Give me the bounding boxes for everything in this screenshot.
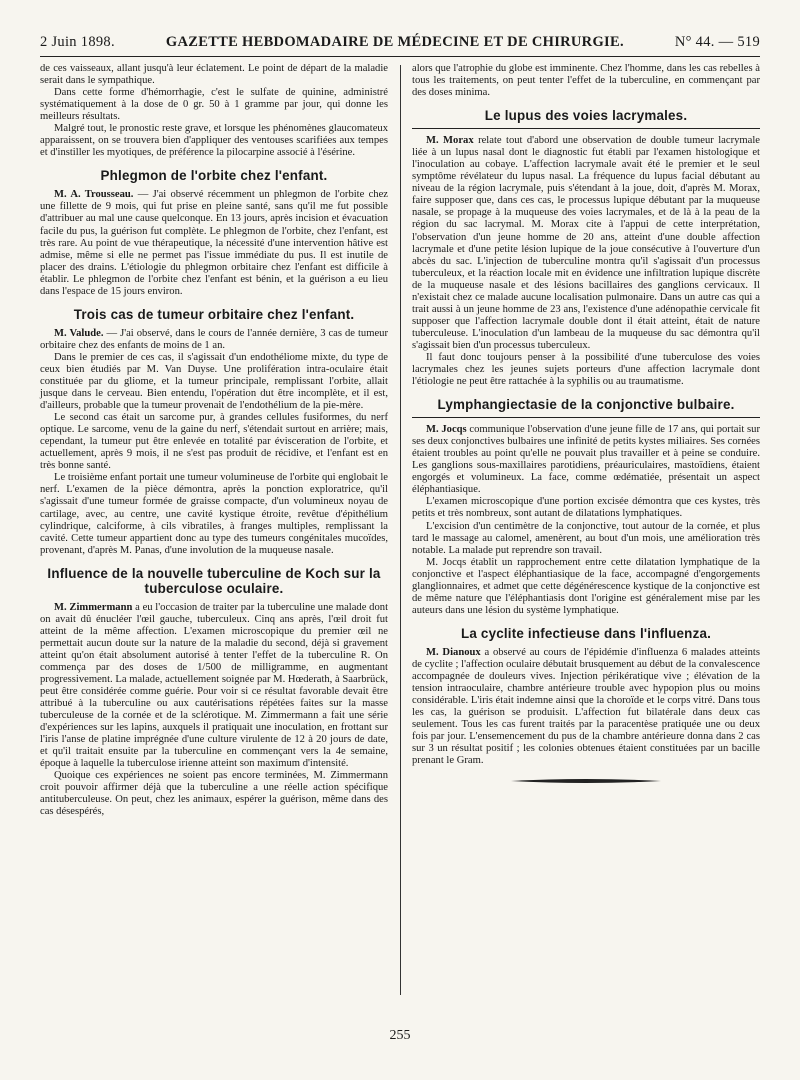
paragraph: Dans cette forme d'hémorrhagie, c'est le sulfate de quinine, administré systématiquement à la dose de 0 gr. 50 à 1 gramme par jour, qui donne les meilleurs résultats. bbox=[40, 87, 388, 123]
section-text: communique l'observation d'une jeune fille de 17 ans, qui portait sur ses deux conjonctives bulbaires une infinité de petits kystes miliaires. Ses cornées étaient troubles au point qu'elle ne pouvait plus travailler et à peine se conduire. Les ganglions sous-maxillaires parotidiens, préauriculaires, mastoïdiens, étaient engorgés et volumineux. La face, comme œdématiée, présentait un aspect éléphantiasique. bbox=[412, 424, 760, 496]
section-paragraph bbox=[40, 328, 388, 352]
section-heading: Le lupus des voies lacrymales. bbox=[412, 108, 760, 129]
author-name: M. Dianoux bbox=[426, 646, 481, 658]
paragraph: alors que l'atrophie du globe est imminente. Chez l'homme, dans les cas rebelles à tous les traitements, on peut tenter l'effet de la tuberculine, en commençant par des doses minima. bbox=[412, 63, 760, 99]
journal-title: GAZETTE HEBDOMADAIRE DE MÉDECINE ET DE CHIRURGIE. bbox=[165, 34, 624, 50]
right-column bbox=[412, 63, 760, 995]
paragraph: Le second cas était un sarcome pur, à grandes cellules fusiformes, du nerf optique. Le sarcome, venu de la gaine du nerf, s'étendait surtout en arrière; mais, cependant, la tumeur put être enlevée en totalité par évisceration de l'orbite, et actuellement, après 9 mois, il ne s'est pas produit de récidive, et l'enfant est en très bonne santé. bbox=[40, 412, 388, 472]
paragraph: Il faut donc toujours penser à la possibilité d'une tuberculose des voies lacrymales chez les jeunes sujets porteurs d'une affection lacrymale dont l'étiologie ne peut être rattachée à la syphilis ou au traumatisme. bbox=[412, 351, 760, 388]
section-paragraph bbox=[412, 135, 760, 352]
section-heading: Trois cas de tumeur orbitaire chez l'enfant. bbox=[73, 306, 355, 322]
paragraph: L'examen microscopique d'une portion excisée démontra que ces kystes, très petits et très nombreux, sont autant de dilatations lymphatiques. bbox=[412, 496, 760, 520]
author-name: M. Valude. bbox=[54, 327, 104, 339]
author-name: M. Zimmermann bbox=[54, 601, 133, 613]
paragraph: Malgré tout, le pronostic reste grave, et lorsque les phénomènes glaucomateux apparaissent, on se trouvera bien d'appliquer des ventouses scarifiées aux tempes et d'instiller les myotiques, de préférence la pilocarpine associé à l'ésérine. bbox=[40, 123, 388, 159]
header-date: 2 Juin 1898. bbox=[40, 34, 115, 50]
section-text: — J'ai observé, dans le cours de l'année dernière, 3 cas de tumeur orbitaire chez des enfants de moins de 1 an. bbox=[40, 327, 388, 351]
column-divider bbox=[400, 65, 401, 995]
section-text: relate tout d'abord une observation de double tumeur lacrymale liée à un lupus nasal dont le diagnostic fut établi par l'examen histologique et l'inoculation au cobaye. L'affection lacrymale avait été le premier et le seul symptôme révélateur du lupus nasal. La fréquence du lupus facial débutant au niveau de la région lacrymale, puis s'étendant à la joue, doit, d'après M. Morax, faire supposer que, dans ces cas, le processus lupique débutant par la muqueuse nasale, se propage à la muqueuse des voies lacrymales, et de là à la peau de la région du sac lacrymal. M. Morax cite à l'appui de cette interprétation, l'observation d'un jeune homme de 20 ans, atteint d'une double affection lacrymale et d'une petite lésion lupique de la joue consécutive à l'ouverture d'un abcès du sac. L'injection de tuberculine montra qu'il s'agissait d'un processus tuberculeux, et la réaction locale mit en évidence une infiltration lupique discrète de la muqueuse nasale et des lésions bacillaires des ganglions cervicaux. Il n'existait chez ce malade aucune localisation pulmonaire. Dans un autre cas qui a trait aussi à un jeune homme de 23 ans, l'existence d'une adénopathie cervicale fit supposer que l'affection lacrymale double dont il était atteint, était de nature tuberculeuse. L'inoculation d'un lambeau de la muqueuse du sac démontra qu'il s'agissait bien d'un processus tuberculeux. bbox=[412, 135, 761, 351]
paragraph: Dans le premier de ces cas, il s'agissait d'un endothéliome mixte, du type de ceux bien étudiés par M. Van Duyse. Une prolifération intra-oculaire était constituée par du gliome, et la tumeur principale, remplissant l'orbite, allait jusque dans le cerveau. Bien entendu, l'opération dut être incomplète, et il est, d'ailleurs, probable que la tumeur provenait de l'endothélium de la pie-mère. bbox=[40, 351, 388, 412]
author-name: M. Morax bbox=[426, 135, 474, 147]
running-header bbox=[40, 0, 760, 57]
section-heading: Lymphangiectasie de la conjonctive bulbaire. bbox=[412, 397, 760, 418]
author-name: M. Jocqs bbox=[426, 424, 467, 436]
section-paragraph bbox=[40, 602, 388, 771]
paragraph: L'excision d'un centimètre de la conjonctive, tout autour de la cornée, et plus tard le massage au calomel, amenèrent, au bout d'un mois, une amélioration très notable. La malade put reprendre son travail. bbox=[412, 520, 760, 556]
author-name: M. A. Trousseau. bbox=[54, 189, 134, 201]
section-paragraph bbox=[40, 189, 388, 297]
section-paragraph bbox=[412, 647, 760, 767]
paragraph: M. Jocqs établit un rapprochement entre cette dilatation lymphatique de la conjonctive et l'aspect éléphantiasique de la face, accompagné d'engorgements glanglionnaires, et admet que cette dégénérescence kystique de la conjonctive est de même nature que l'éléphantiasis dont l'origine est généralement mise par les auteurs dans une lésion du système lymphatique. bbox=[412, 556, 760, 616]
left-column bbox=[40, 63, 388, 995]
end-ornament bbox=[412, 777, 760, 785]
header-issue-page: N° 44. — 519 bbox=[674, 34, 760, 50]
section-heading: Influence de la nouvelle tuberculine de Koch sur la tuberculose oculaire. bbox=[47, 565, 381, 596]
section-paragraph bbox=[412, 424, 760, 496]
paragraph: de ces vaisseaux, allant jusqu'à leur éclatement. Le point de départ de la maladie serait dans le sympathique. bbox=[40, 63, 388, 87]
section-heading: La cyclite infectieuse dans l'influenza. bbox=[460, 625, 712, 641]
columns bbox=[40, 63, 760, 995]
page-number: 255 bbox=[389, 1028, 411, 1043]
paragraph: Le troisième enfant portait une tumeur volumineuse de l'orbite qui englobait le nerf. L'examen de la pièce démontra, après la ponction exploratrice, qu'il s'agissait d'une tumeur formée de graisse compacte, d'un volumineux noyau de cartilage, avec, au centre, une cavité kystique étroite, revêtue d'épithélium cylindrique, calciforme, à cils vibratiles, à franges multiples, remplissant la cavité. Cette tumeur appartient donc au type des tumeurs congénitales mucoïdes, provenant, d'après M. Panas, d'une involution de la muqueuse nasale. bbox=[40, 472, 388, 556]
section-text: a observé au cours de l'épidémie d'influenza 6 malades atteints de cyclite ; l'affection oculaire débutait brusquement au début de la convalescence accompagnée de douleurs vives. Injection périkératique vive ; élévation de la tension intraoculaire, chambre antérieure trouble avec hypopion plus ou moins considérable. L'iris était indemne ainsi que la choroïde et le corps vitré. Dans tous les cas, la guérison se produisit. L'affection fut bilatérale dans deux cas seulement. Tous les cas furent traités par la paracentèse pratiquée une ou deux fois par jour. L'ensemencement du pus de la chambre antérieure donna dans 2 cas sur 3 un résultat positif ; les colonies obtenues étaient constituées par un bacille prenant le Gram. bbox=[412, 646, 760, 767]
section-text: — J'ai observé récemment un phlegmon de l'orbite chez une fillette de 9 mois, qui fut prise en pleine santé, sans qu'il me fut possible d'attribuer au mal une cause quelconque. En 13 jours, après incision et évacuation facile du pus, la guérison fut complète. Le phlegmon de l'orbite, chez l'enfant, est très rare. Au point de vue thérapeutique, la nécessité d'une intervention hâtive est admise, même si elle ne permet pas l'issue immédiate du pus. Il est inutile de placer des drains. L'étiologie du phlegmon orbitaire chez l'enfant est difficile à établir. Le phlegmon de l'orbite chez l'enfant est bénin, et la guérison a eu lieu dans l'espace de 15 jours environ. bbox=[40, 189, 388, 297]
paragraph: Quoique ces expériences ne soient pas encore terminées, M. Zimmermann croit pouvoir affirmer déjà que la tuberculine a une réelle action spécifique antituberculeuse. On peut, chez les animaux, espérer la guérison, même dans des cas désespérés, bbox=[40, 770, 388, 818]
section-heading: Phlegmon de l'orbite chez l'enfant. bbox=[100, 168, 328, 184]
ornament-rule-icon bbox=[511, 777, 661, 785]
section-text: a eu l'occasion de traiter par la tuberculine une malade dont on avait dû énucléer l'œil gauche, tuberculeux. Cinq ans après, l'œil droit fut atteint de la même affection. L'examen microscopique du premier œil ne permettait aucun doute sur la nature de la maladie du second, déjà si gravement atteint qu'on était absolument autorisé à tenter l'effet de la tuberculine R. On commença par des doses de 1/500 de milligramme, en augmentant progressivement. La malade, actuellement soignée par M. Hœderath, à Saarbrück, peut être considérée comme guérie. Pour voir si ce résultat favorable devait être attribué à la tuberculine ou aux cautérisations répétées faites sur la masse tuberculeuse de la cornée et de la sclérotique. M. Zimmermann a fait une série d'expériences sur les lapins, auxquels il pratiquait une inoculation, en frottant sur l'iris l'anse de platine imprégnée d'une culture virulente de 12 à 20 jours de date, et qu'il traitait ensuite par la tuberculine en commençant vers la 4e semaine, époque à laquelle la tuberculose irienne atteint son maximum d'intensité. bbox=[40, 601, 389, 770]
